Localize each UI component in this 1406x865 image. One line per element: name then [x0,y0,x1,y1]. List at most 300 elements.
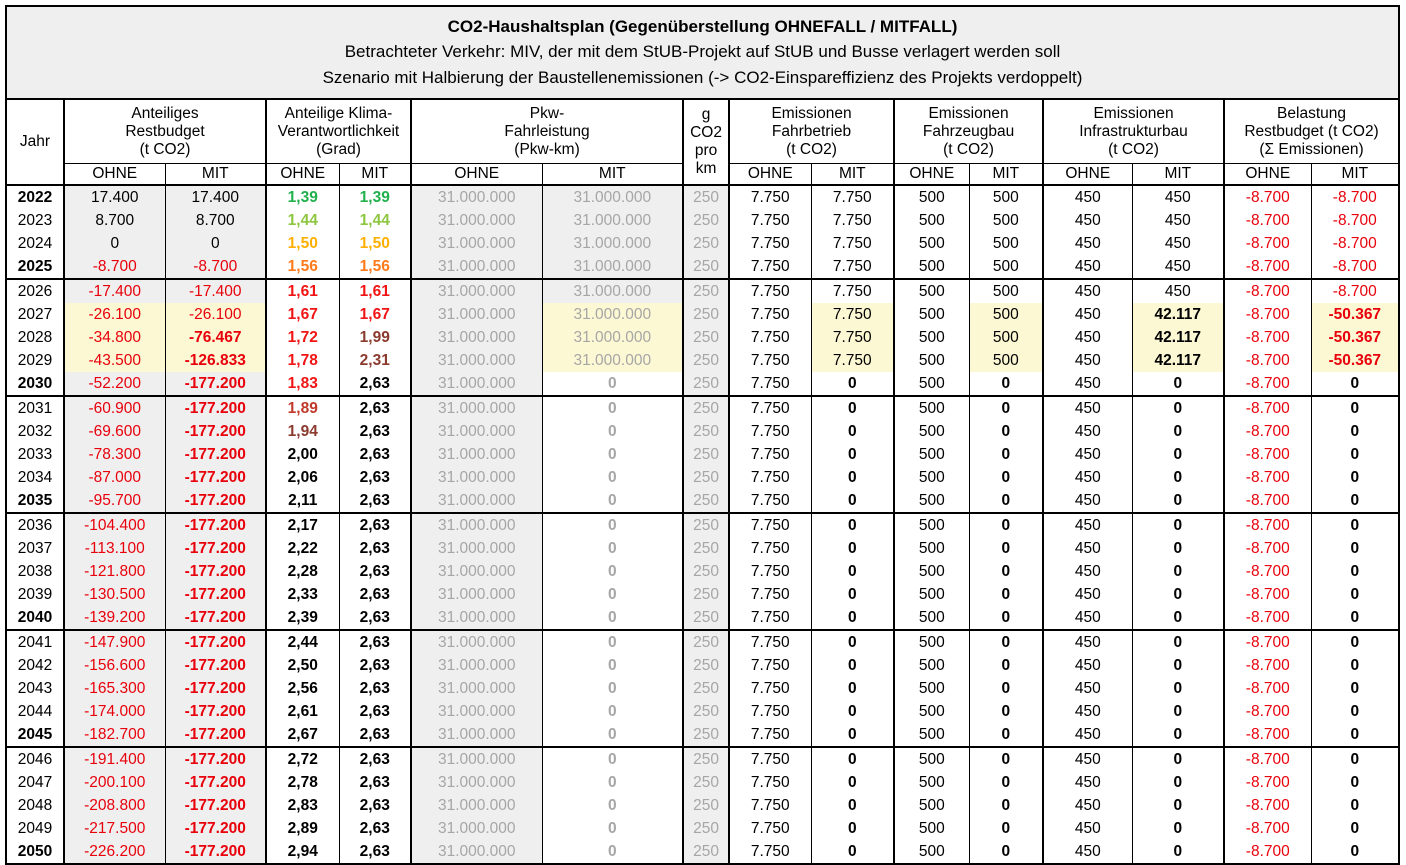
table-row [7,466,1398,489]
cell-restbudget-ohne: -113.100 [64,537,165,560]
cell-fahrzeugbau-ohne: 500 [894,326,969,349]
header-ohne: OHNE [729,164,811,186]
cell-pkw-ohne: 31.000.000 [411,232,542,255]
cell-gco2: 250 [683,396,729,420]
cell-fahrbetrieb-mit: 0 [811,606,894,630]
cell-fahrzeugbau-mit: 500 [969,326,1043,349]
header-line: Fahrleistung [504,122,590,140]
cell-gco2: 250 [683,606,729,630]
cell-jahr: 2037 [17,540,53,557]
cell-fahrbetrieb-mit: 0 [811,583,894,606]
cell-fahrzeugbau-mit: 500 [969,349,1043,372]
cell-belastung-ohne: -8.700 [1224,326,1311,349]
cell-infrastruktur-ohne: 450 [1043,232,1132,255]
table-row [7,420,1398,443]
cell-fahrbetrieb-ohne: 7.750 [729,489,811,513]
cell-restbudget-mit: -177.200 [165,420,266,443]
cell-pkw-mit: 31.000.000 [542,209,683,232]
cell-fahrzeugbau-mit: 0 [969,840,1043,863]
cell-jahr: 2033 [17,446,53,463]
cell-pkw-mit: 0 [542,466,683,489]
cell-fahrbetrieb-mit: 0 [811,700,894,723]
cell-fahrzeugbau-ohne: 500 [894,840,969,863]
cell-fahrzeugbau-ohne: 500 [894,349,969,372]
cell-restbudget-ohne: -200.100 [64,771,165,794]
cell-fahrbetrieb-ohne: 7.750 [729,513,811,537]
cell-restbudget-mit: -177.200 [165,396,266,420]
cell-fahrbetrieb-mit: 0 [811,817,894,840]
cell-fahrbetrieb-ohne: 7.750 [729,372,811,396]
cell-klima-mit: 1,56 [339,255,411,279]
header-line: Infrastrukturbau [1079,122,1188,140]
cell-infrastruktur-mit: 0 [1132,700,1224,723]
header-line: (Pkw-km) [514,140,580,158]
cell-jahr: 2024 [17,235,53,252]
cell-gco2: 250 [683,279,729,303]
cell-gco2: 250 [683,560,729,583]
cell-infrastruktur-ohne: 450 [1043,700,1132,723]
cell-fahrzeugbau-ohne: 500 [894,232,969,255]
cell-belastung-ohne: -8.700 [1224,723,1311,747]
cell-belastung-mit: -8.700 [1311,232,1398,255]
cell-belastung-ohne: -8.700 [1224,420,1311,443]
cell-belastung-ohne: -8.700 [1224,443,1311,466]
cell-jahr: 2036 [17,517,53,534]
cell-pkw-ohne: 31.000.000 [411,326,542,349]
cell-gco2: 250 [683,372,729,396]
cell-jahr: 2026 [17,283,53,300]
cell-fahrzeugbau-mit: 0 [969,677,1043,700]
header-mit: MIT [969,164,1043,186]
table-row [7,326,1398,349]
cell-pkw-mit: 0 [542,372,683,396]
cell-restbudget-ohne: -165.300 [64,677,165,700]
table-header [7,100,1398,185]
header-line: (Σ Emissionen) [1259,140,1364,158]
cell-fahrbetrieb-mit: 0 [811,654,894,677]
cell-infrastruktur-mit: 0 [1132,654,1224,677]
cell-jahr: 2043 [17,680,53,697]
header-line: Verantwortlichkeit [277,122,400,140]
table-row [7,654,1398,677]
cell-pkw-mit: 31.000.000 [542,279,683,303]
cell-belastung-mit: 0 [1311,372,1398,396]
cell-restbudget-ohne: -78.300 [64,443,165,466]
cell-pkw-mit: 0 [542,560,683,583]
cell-belastung-ohne: -8.700 [1224,630,1311,654]
cell-fahrzeugbau-ohne: 500 [894,583,969,606]
cell-belastung-mit: -8.700 [1311,279,1398,303]
cell-jahr: 2035 [7,489,64,513]
cell-restbudget-ohne: -130.500 [64,583,165,606]
header-line: Belastung [1277,104,1346,122]
cell-gco2: 250 [683,349,729,372]
cell-fahrbetrieb-mit: 0 [811,794,894,817]
cell-fahrbetrieb-ohne: 7.750 [729,771,811,794]
cell-pkw-ohne: 31.000.000 [411,489,542,513]
cell-fahrzeugbau-ohne: 500 [894,630,969,654]
cell-klima-ohne: 2,33 [266,583,339,606]
cell-infrastruktur-ohne: 450 [1043,747,1132,771]
cell-restbudget-mit: -177.200 [165,817,266,840]
cell-belastung-ohne: -8.700 [1224,771,1311,794]
cell-klima-mit: 2,63 [339,677,411,700]
header-line: Emissionen [771,104,852,122]
cell-pkw-mit: 0 [542,606,683,630]
cell-fahrbetrieb-mit: 0 [811,466,894,489]
cell-pkw-ohne: 31.000.000 [411,255,542,279]
cell-pkw-mit: 0 [542,420,683,443]
cell-restbudget-ohne: 0 [64,232,165,255]
cell-pkw-mit: 0 [542,489,683,513]
table-row [7,185,1398,209]
cell-klima-mit: 2,63 [339,513,411,537]
cell-infrastruktur-ohne: 450 [1043,654,1132,677]
cell-klima-ohne: 1,94 [266,420,339,443]
cell-fahrbetrieb-ohne: 7.750 [729,537,811,560]
cell-jahr: 2041 [17,634,53,651]
cell-pkw-ohne: 31.000.000 [411,606,542,630]
cell-infrastruktur-mit: 0 [1132,396,1224,420]
cell-jahr: 2049 [17,820,53,837]
co2-budget-table [7,100,1398,863]
cell-belastung-mit: 0 [1311,654,1398,677]
cell-infrastruktur-mit: 0 [1132,723,1224,747]
cell-gco2: 250 [683,747,729,771]
cell-belastung-ohne: -8.700 [1224,513,1311,537]
sheet-title: CO2-Haushaltsplan (Gegenüberstellung OHNEFALL / MITFALL) [447,17,958,36]
cell-belastung-mit: 0 [1311,794,1398,817]
cell-restbudget-mit: -177.200 [165,372,266,396]
cell-klima-mit: 2,63 [339,443,411,466]
cell-klima-ohne: 1,78 [266,349,339,372]
cell-klima-mit: 2,63 [339,630,411,654]
cell-fahrzeugbau-ohne: 500 [894,185,969,209]
cell-pkw-ohne: 31.000.000 [411,840,542,863]
cell-gco2: 250 [683,513,729,537]
cell-restbudget-mit: -177.200 [165,747,266,771]
cell-fahrzeugbau-ohne: 500 [894,513,969,537]
cell-fahrzeugbau-mit: 0 [969,372,1043,396]
cell-restbudget-ohne: -95.700 [64,489,165,513]
cell-klima-ohne: 1,39 [266,185,339,209]
cell-fahrzeugbau-mit: 0 [969,817,1043,840]
title-block [7,7,1398,100]
cell-restbudget-ohne: -52.200 [64,372,165,396]
cell-pkw-ohne: 31.000.000 [411,396,542,420]
cell-jahr: 2025 [7,255,64,279]
cell-fahrzeugbau-ohne: 500 [894,420,969,443]
cell-restbudget-mit: -177.200 [165,677,266,700]
cell-pkw-ohne: 31.000.000 [411,466,542,489]
cell-pkw-mit: 31.000.000 [542,326,683,349]
cell-klima-ohne: 1,72 [266,326,339,349]
cell-fahrbetrieb-mit: 7.750 [811,303,894,326]
cell-infrastruktur-ohne: 450 [1043,840,1132,863]
cell-pkw-mit: 0 [542,840,683,863]
cell-klima-mit: 2,63 [339,583,411,606]
cell-restbudget-mit: -177.200 [165,560,266,583]
cell-jahr: 2050 [17,843,53,860]
cell-gco2: 250 [683,771,729,794]
cell-belastung-ohne: -8.700 [1224,654,1311,677]
cell-jahr: 2046 [17,751,53,768]
cell-fahrzeugbau-mit: 0 [969,606,1043,630]
cell-restbudget-ohne: -87.000 [64,466,165,489]
cell-infrastruktur-ohne: 450 [1043,583,1132,606]
header-line: (t CO2) [139,140,191,158]
cell-belastung-ohne: -8.700 [1224,232,1311,255]
cell-gco2: 250 [683,420,729,443]
cell-fahrzeugbau-ohne: 500 [894,747,969,771]
cell-klima-ohne: 2,67 [266,723,339,747]
cell-fahrzeugbau-ohne: 500 [894,700,969,723]
cell-fahrbetrieb-mit: 0 [811,840,894,863]
cell-fahrzeugbau-mit: 0 [969,443,1043,466]
cell-belastung-ohne: -8.700 [1224,185,1311,209]
header-line: pro [694,142,718,159]
cell-klima-mit: 2,63 [339,396,411,420]
cell-fahrzeugbau-mit: 500 [969,209,1043,232]
table-row [7,817,1398,840]
cell-fahrbetrieb-mit: 0 [811,396,894,420]
table-row [7,209,1398,232]
cell-restbudget-ohne: -104.400 [64,513,165,537]
cell-restbudget-mit: -177.200 [165,771,266,794]
cell-infrastruktur-mit: 0 [1132,840,1224,863]
cell-klima-ohne: 1,83 [266,372,339,396]
cell-belastung-ohne: -8.700 [1224,794,1311,817]
cell-infrastruktur-mit: 450 [1132,232,1224,255]
cell-pkw-ohne: 31.000.000 [411,349,542,372]
cell-pkw-ohne: 31.000.000 [411,700,542,723]
cell-jahr: 2023 [17,212,53,229]
cell-fahrbetrieb-mit: 7.750 [811,279,894,303]
header-line: Pkw- [529,104,565,122]
cell-klima-ohne: 1,61 [266,279,339,303]
cell-gco2: 250 [683,677,729,700]
cell-restbudget-mit: -177.200 [165,700,266,723]
cell-infrastruktur-ohne: 450 [1043,513,1132,537]
cell-fahrbetrieb-ohne: 7.750 [729,443,811,466]
cell-infrastruktur-mit: 0 [1132,794,1224,817]
cell-belastung-mit: 0 [1311,560,1398,583]
cell-klima-ohne: 2,22 [266,537,339,560]
cell-fahrzeugbau-ohne: 500 [894,817,969,840]
cell-gco2: 250 [683,466,729,489]
cell-pkw-ohne: 31.000.000 [411,771,542,794]
cell-klima-ohne: 1,50 [266,232,339,255]
cell-restbudget-ohne: -156.600 [64,654,165,677]
cell-fahrzeugbau-ohne: 500 [894,723,969,747]
cell-klima-mit: 2,63 [339,817,411,840]
cell-belastung-mit: 0 [1311,630,1398,654]
cell-belastung-mit: 0 [1311,537,1398,560]
cell-fahrzeugbau-mit: 500 [969,255,1043,279]
header-ohne: OHNE [1224,164,1311,186]
cell-restbudget-mit: -26.100 [165,303,266,326]
cell-belastung-ohne: -8.700 [1224,279,1311,303]
cell-belastung-mit: 0 [1311,606,1398,630]
cell-restbudget-ohne: -34.800 [64,326,165,349]
cell-fahrzeugbau-mit: 0 [969,630,1043,654]
cell-klima-ohne: 2,11 [266,489,339,513]
cell-pkw-ohne: 31.000.000 [411,279,542,303]
cell-klima-ohne: 2,83 [266,794,339,817]
cell-fahrzeugbau-mit: 500 [969,279,1043,303]
header-line: g [701,106,711,123]
cell-jahr: 2040 [7,606,64,630]
cell-pkw-ohne: 31.000.000 [411,654,542,677]
cell-klima-mit: 2,31 [339,349,411,372]
header-mit: MIT [1311,164,1398,186]
cell-fahrbetrieb-ohne: 7.750 [729,185,811,209]
cell-fahrbetrieb-ohne: 7.750 [729,420,811,443]
cell-fahrbetrieb-ohne: 7.750 [729,817,811,840]
cell-belastung-ohne: -8.700 [1224,537,1311,560]
cell-pkw-ohne: 31.000.000 [411,560,542,583]
cell-restbudget-ohne: -60.900 [64,396,165,420]
cell-fahrzeugbau-mit: 500 [969,232,1043,255]
cell-gco2: 250 [683,794,729,817]
cell-fahrzeugbau-ohne: 500 [894,209,969,232]
cell-fahrzeugbau-ohne: 500 [894,771,969,794]
cell-pkw-ohne: 31.000.000 [411,630,542,654]
header-fahrzeugbau [894,100,1043,164]
cell-infrastruktur-mit: 0 [1132,677,1224,700]
header-mit: MIT [1132,164,1224,186]
cell-infrastruktur-ohne: 450 [1043,466,1132,489]
header-line: (Grad) [316,140,361,158]
cell-restbudget-ohne: -217.500 [64,817,165,840]
cell-infrastruktur-ohne: 450 [1043,630,1132,654]
cell-belastung-mit: -8.700 [1311,185,1398,209]
cell-gco2: 250 [683,443,729,466]
cell-restbudget-ohne: -147.900 [64,630,165,654]
cell-belastung-ohne: -8.700 [1224,489,1311,513]
header-gco2 [683,100,729,185]
cell-klima-mit: 2,63 [339,723,411,747]
cell-infrastruktur-mit: 450 [1132,279,1224,303]
cell-restbudget-mit: -76.467 [165,326,266,349]
cell-restbudget-mit: -177.200 [165,466,266,489]
cell-fahrbetrieb-mit: 0 [811,560,894,583]
cell-belastung-ohne: -8.700 [1224,396,1311,420]
cell-jahr: 2047 [17,774,53,791]
cell-fahrbetrieb-ohne: 7.750 [729,303,811,326]
cell-belastung-mit: 0 [1311,396,1398,420]
cell-fahrbetrieb-mit: 0 [811,677,894,700]
cell-pkw-mit: 0 [542,513,683,537]
cell-jahr: 2034 [17,469,53,486]
cell-gco2: 250 [683,303,729,326]
cell-fahrzeugbau-mit: 0 [969,560,1043,583]
cell-infrastruktur-ohne: 450 [1043,349,1132,372]
cell-fahrzeugbau-ohne: 500 [894,654,969,677]
sheet-subtitle-scenario: Szenario mit Halbierung der Baustellenemissionen (-> CO2-Einspareffizienz des Projekts verdoppelt) [322,68,1083,87]
cell-klima-mit: 2,63 [339,606,411,630]
cell-infrastruktur-ohne: 450 [1043,560,1132,583]
cell-fahrbetrieb-mit: 7.750 [811,209,894,232]
cell-fahrbetrieb-ohne: 7.750 [729,232,811,255]
cell-fahrbetrieb-mit: 0 [811,513,894,537]
cell-infrastruktur-mit: 0 [1132,372,1224,396]
cell-fahrzeugbau-mit: 0 [969,771,1043,794]
cell-belastung-mit: 0 [1311,513,1398,537]
cell-fahrbetrieb-mit: 7.750 [811,185,894,209]
cell-fahrbetrieb-ohne: 7.750 [729,349,811,372]
cell-infrastruktur-mit: 42.117 [1132,349,1224,372]
cell-pkw-mit: 31.000.000 [542,232,683,255]
header-line: km [695,160,717,177]
header-line: Emissionen [1093,104,1174,122]
cell-pkw-ohne: 31.000.000 [411,420,542,443]
cell-fahrbetrieb-mit: 0 [811,537,894,560]
cell-belastung-ohne: -8.700 [1224,840,1311,863]
cell-infrastruktur-mit: 0 [1132,560,1224,583]
cell-fahrzeugbau-ohne: 500 [894,489,969,513]
cell-restbudget-mit: -177.200 [165,443,266,466]
cell-fahrbetrieb-mit: 7.750 [811,255,894,279]
cell-jahr: 2045 [7,723,64,747]
cell-infrastruktur-mit: 450 [1132,185,1224,209]
cell-klima-ohne: 2,72 [266,747,339,771]
cell-infrastruktur-mit: 0 [1132,537,1224,560]
header-mit: MIT [811,164,894,186]
cell-belastung-ohne: -8.700 [1224,606,1311,630]
cell-fahrzeugbau-mit: 500 [969,303,1043,326]
cell-belastung-ohne: -8.700 [1224,372,1311,396]
cell-restbudget-ohne: -121.800 [64,560,165,583]
cell-pkw-mit: 0 [542,583,683,606]
cell-klima-ohne: 2,94 [266,840,339,863]
cell-fahrbetrieb-mit: 0 [811,372,894,396]
cell-pkw-mit: 0 [542,747,683,771]
cell-jahr: 2031 [17,400,53,417]
cell-pkw-ohne: 31.000.000 [411,185,542,209]
cell-gco2: 250 [683,817,729,840]
cell-infrastruktur-mit: 0 [1132,583,1224,606]
cell-infrastruktur-ohne: 450 [1043,443,1132,466]
cell-fahrzeugbau-mit: 0 [969,700,1043,723]
cell-klima-ohne: 2,89 [266,817,339,840]
header-ohne: OHNE [266,164,339,186]
table-row [7,794,1398,817]
cell-infrastruktur-ohne: 450 [1043,677,1132,700]
cell-infrastruktur-ohne: 450 [1043,489,1132,513]
cell-klima-mit: 2,63 [339,840,411,863]
cell-restbudget-mit: -126.833 [165,349,266,372]
cell-belastung-mit: 0 [1311,420,1398,443]
cell-restbudget-ohne: -208.800 [64,794,165,817]
cell-fahrbetrieb-mit: 0 [811,489,894,513]
cell-pkw-ohne: 31.000.000 [411,677,542,700]
cell-klima-mit: 1,67 [339,303,411,326]
cell-pkw-ohne: 31.000.000 [411,747,542,771]
cell-fahrzeugbau-mit: 0 [969,489,1043,513]
cell-infrastruktur-mit: 0 [1132,771,1224,794]
cell-restbudget-mit: 0 [165,232,266,255]
cell-restbudget-mit: -177.200 [165,606,266,630]
cell-infrastruktur-mit: 0 [1132,466,1224,489]
cell-fahrbetrieb-ohne: 7.750 [729,396,811,420]
cell-restbudget-ohne: -69.600 [64,420,165,443]
cell-fahrbetrieb-mit: 0 [811,723,894,747]
header-pkw [411,100,683,164]
cell-klima-mit: 1,50 [339,232,411,255]
cell-belastung-mit: -50.367 [1311,349,1398,372]
cell-belastung-mit: -50.367 [1311,303,1398,326]
